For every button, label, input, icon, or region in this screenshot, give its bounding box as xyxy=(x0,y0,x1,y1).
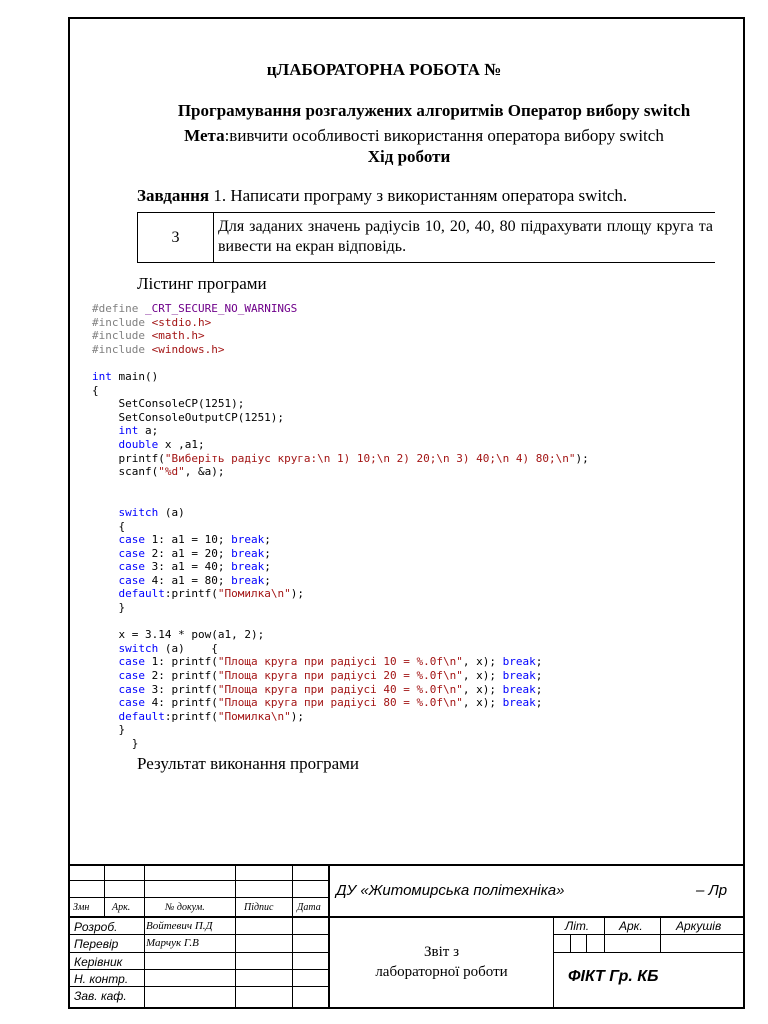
stamp-line xyxy=(553,952,745,953)
row-checker: Перевір xyxy=(74,937,119,951)
title-block xyxy=(68,864,745,1009)
col-date: Дата xyxy=(297,902,321,913)
stamp-line xyxy=(68,897,328,898)
stamp-line xyxy=(660,916,661,952)
report-title-1: Звіт з xyxy=(424,944,459,960)
task-label: Завдання xyxy=(137,186,210,205)
page-title: цЛАБОРАТОРНА РОБОТА № xyxy=(266,60,502,79)
col-sign: Підпис xyxy=(244,902,274,913)
stamp-line xyxy=(144,864,145,1009)
row-supervisor: Керівник xyxy=(74,955,123,969)
stamp-line xyxy=(553,916,554,1009)
stamp-line xyxy=(68,880,328,881)
goal-text: :вивчити особливості використання оператора вибору switch xyxy=(224,126,664,145)
report-title-2: лабораторної роботи xyxy=(375,964,508,980)
task-table xyxy=(137,212,715,263)
stamp-line xyxy=(292,864,293,1009)
program-listing: #define _CRT_SECURE_NO_WARNINGS #include <stdio.h> #include <math.h> #include <windows.h> int main() { SetConsoleCP(1251); SetConsoleOutputCP(1251); int a; double x ,a1; printf("Виберіть радіус круга:\n 1) 10;\n 2) 20;\n 3) 40;\n 4) 80;\n"); scanf("%d", &a); switch (a) { case 1: a1 = 10; break; case 2: a1 = 20; break; case 3: a1 = 40; break; case 4: a1 = 80; break; default:printf("Помилка\n"); } x = 3.14 * pow(a1, 2); switch (a) { case 1: printf("Площа круга при радіусі 10 = %.0f\n", x); break; case 2: printf("Площа круга при радіусі 20 = %.0f\n", x); break; case 3: printf("Площа круга при радіусі 40 = %.0f\n", x); break; case 4: printf("Площа круга при радіусі 80 = %.0f\n", x); break; default:printf("Помилка\n"); } } xyxy=(92,302,589,750)
result-heading: Результат виконання програми xyxy=(137,754,360,773)
stamp-line xyxy=(586,934,587,952)
stamp-top-line xyxy=(68,864,745,866)
stamp-line xyxy=(570,934,571,952)
task-statement xyxy=(137,186,627,206)
stamp-line xyxy=(68,969,328,970)
row-norm-control: Н. контр. xyxy=(74,972,129,986)
stamp-line xyxy=(235,864,236,1009)
row-developer: Розроб. xyxy=(74,920,118,934)
goal-label: Мета xyxy=(184,126,225,145)
stamp-line xyxy=(328,864,330,1009)
row-dept-head: Зав. каф. xyxy=(74,989,127,1003)
progress-heading: Хід роботи xyxy=(367,147,451,166)
stamp-arkushiv: Аркушів xyxy=(676,919,722,933)
col-docnum: № докум. xyxy=(165,902,205,913)
stamp-group: ФІКТ Гр. КБ xyxy=(568,968,659,985)
stamp-line xyxy=(68,952,328,953)
stamp-line xyxy=(553,934,745,935)
col-sheet: Арк. xyxy=(112,902,131,913)
work-goal xyxy=(0,126,768,146)
col-change: Змн xyxy=(73,902,90,913)
stamp-line xyxy=(68,986,328,987)
stamp-line xyxy=(68,934,328,935)
stamp-line xyxy=(104,864,105,916)
stamp-lit: Літ. xyxy=(565,919,590,933)
task-variant-number: 3 xyxy=(137,213,214,262)
stamp-line xyxy=(604,916,605,952)
stamp-ark: Арк. xyxy=(619,919,643,933)
stamp-line xyxy=(68,916,745,918)
stamp-org: ДУ «Житомирська політехніка» xyxy=(336,882,565,899)
task-text: 1. Написати програму з використанням оператора switch. xyxy=(209,186,628,205)
work-subject: Програмування розгалужених алгоритмів Оператор вибору switch xyxy=(177,101,691,120)
checker-name: Марчук Г.В xyxy=(146,937,199,949)
developer-name: Войтевич П.Д xyxy=(146,920,213,932)
listing-heading: Лістинг програми xyxy=(137,274,267,293)
stamp-doc-code: – Лр xyxy=(696,882,728,899)
task-variant-description: Для заданих значень радіусів 10, 20, 40, 80 підрахувати площу круга та вивести на екран відповідь. xyxy=(218,218,713,255)
